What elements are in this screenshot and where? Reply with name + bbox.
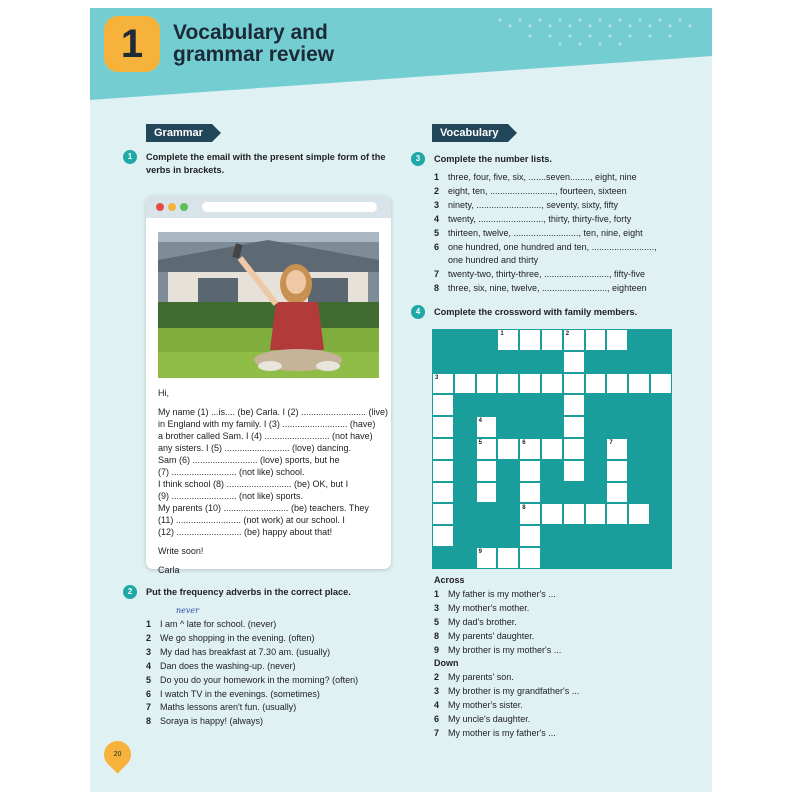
item-text: Dan does the washing-up. (never) (160, 660, 296, 671)
crossword-cell[interactable]: 6 (519, 438, 541, 460)
email-signature: Carla (158, 565, 180, 575)
list-item (434, 254, 694, 268)
item-number: 6 (434, 241, 440, 252)
email-line: (12) .......................... (be) happy about that! (158, 527, 333, 537)
clue-text: My mother is my father's ... (448, 727, 556, 738)
list-item (434, 185, 694, 199)
vocabulary-section-label: Vocabulary (432, 124, 508, 142)
unit-number: 1 (120, 21, 144, 66)
email-body (158, 387, 389, 576)
crossword-clues (434, 574, 579, 741)
email-signoff: Write soon! (158, 546, 204, 556)
exercise-3-number: 3 (411, 152, 425, 166)
crossword-cell[interactable] (541, 373, 563, 395)
item-number: 6 (146, 688, 152, 699)
crossword-cell[interactable] (563, 373, 585, 395)
exercise-1-number: 1 (123, 150, 137, 164)
crossword-cell[interactable] (628, 503, 650, 525)
crossword-cell[interactable] (563, 351, 585, 373)
crossword-cell[interactable] (497, 547, 519, 569)
email-line: My parents (10) .......................... (be) teachers. They (158, 503, 369, 513)
clue-item (434, 699, 579, 713)
crossword-cell[interactable] (563, 503, 585, 525)
close-dot-icon (156, 203, 164, 211)
exercise-4-number: 4 (411, 305, 425, 319)
clue-item (434, 713, 579, 727)
email-line: (7) .......................... (not like) school. (158, 467, 305, 477)
exercise-4-instruction: Complete the crossword with family members. (434, 307, 638, 317)
item-text: eight, ten, .........................., fourteen, sixteen (448, 185, 627, 196)
item-text: one hundred, one hundred and ten, ........................., (448, 241, 657, 252)
item-text: Do you do your homework in the morning? (often) (160, 674, 359, 685)
clue-number: 8 (434, 630, 440, 641)
list-item (146, 660, 396, 674)
clue-text: My dad's brother. (448, 616, 517, 627)
list-item (434, 227, 694, 241)
crossword-cell[interactable]: 2 (563, 329, 585, 351)
crossword-cell[interactable]: 4 (476, 416, 498, 438)
email-window-bar (146, 196, 391, 218)
email-line: (11) .......................... (not work) at our school. I (158, 515, 345, 525)
clue-number: 5 (434, 616, 440, 627)
list-item (146, 646, 396, 660)
crossword-cell[interactable]: 1 (497, 329, 519, 351)
clue-item (434, 644, 579, 658)
clue-number: 3 (434, 686, 440, 697)
clue-text: My brother is my mother's ... (448, 644, 562, 655)
crossword-cell[interactable] (476, 460, 498, 482)
crossword-grid (432, 329, 672, 569)
list-item (434, 268, 694, 282)
list-item (434, 241, 694, 255)
crossword-cell[interactable] (541, 503, 563, 525)
list-item (146, 618, 396, 632)
list-item (146, 688, 396, 702)
handwritten-answer: never (176, 606, 199, 615)
email-line: a brother called Sam. I (4) .......................... (not have) (158, 431, 373, 441)
maximize-dot-icon (180, 203, 188, 211)
item-text: Maths lessons aren't fun. (usually) (160, 702, 297, 713)
crossword-cell[interactable] (432, 460, 454, 482)
crossword-cell[interactable] (432, 438, 454, 460)
clue-text: My mother's sister. (448, 700, 523, 711)
clue-text: My brother is my grandfather's ... (448, 686, 580, 697)
crossword-cell[interactable] (432, 394, 454, 416)
item-number: 5 (434, 227, 440, 238)
workbook-page (90, 8, 712, 792)
girl-selfie-photo (158, 232, 379, 378)
exercise-3-instruction: Complete the number lists. (434, 154, 552, 164)
exercise-1-instruction (146, 151, 396, 177)
clue-text: My father is my mother's ... (448, 588, 556, 599)
clue-number: 9 (434, 644, 440, 655)
page-number-badge (98, 735, 136, 773)
clue-text: My mother's mother. (448, 602, 530, 613)
list-item (434, 199, 694, 213)
address-bar (202, 202, 377, 212)
crossword-cell[interactable] (541, 329, 563, 351)
crossword-cell[interactable] (519, 482, 541, 504)
clue-item (434, 685, 579, 699)
email-window (146, 196, 391, 575)
exercise-1-instruction-line2: verbs in brackets. (146, 165, 225, 175)
unit-title-line2: grammar review (173, 43, 335, 66)
grammar-section-label: Grammar (146, 124, 212, 142)
item-text: ninety, .........................., seventy, sixty, fifty (448, 199, 619, 210)
item-number: 2 (434, 185, 440, 196)
crossword-cell[interactable]: 5 (476, 438, 498, 460)
crossword-cell[interactable]: 9 (476, 547, 498, 569)
crossword-cell[interactable] (519, 329, 541, 351)
clue-text: My parents' son. (448, 672, 514, 683)
item-text: three, six, nine, twelve, .........................., eighteen (448, 283, 647, 294)
crossword-cell[interactable] (519, 547, 541, 569)
clue-item (434, 616, 579, 630)
clue-item (434, 727, 579, 741)
clue-number: 3 (434, 602, 440, 613)
exercise-2-instruction: Put the frequency adverbs in the correct place. (146, 587, 351, 597)
item-number: 8 (434, 283, 440, 294)
email-line: (9) .......................... (not like) sports. (158, 491, 304, 501)
crossword-cell[interactable]: 7 (606, 438, 628, 460)
item-text: We go shopping in the evening. (often) (160, 632, 315, 643)
unit-number-badge (104, 16, 160, 72)
item-text: My dad has breakfast at 7.30 am. (usually) (160, 646, 331, 657)
item-text: I watch TV in the evenings. (sometimes) (160, 688, 320, 699)
crossword-cell[interactable] (432, 503, 454, 525)
item-text: thirteen, twelve, .........................., ten, nine, eight (448, 227, 643, 238)
email-paragraph (158, 406, 389, 538)
page-number: 20 (113, 751, 122, 758)
crossword-cell[interactable] (628, 373, 650, 395)
clue-number: 6 (434, 714, 440, 725)
crossword-cell[interactable] (563, 438, 585, 460)
minimize-dot-icon (168, 203, 176, 211)
clue-text: My uncle's daughter. (448, 714, 531, 725)
crossword-cell[interactable] (606, 482, 628, 504)
item-number: 3 (434, 199, 440, 210)
crossword-cell[interactable] (606, 503, 628, 525)
crossword-cell[interactable] (454, 373, 476, 395)
clue-number: 7 (434, 727, 440, 738)
exercise-2-list (146, 618, 396, 729)
clue-number: 4 (434, 700, 440, 711)
crossword-cell[interactable] (519, 373, 541, 395)
crossword-cell[interactable] (432, 482, 454, 504)
item-number: 4 (146, 660, 152, 671)
email-line: Sam (6) .......................... (love) sports, but he (158, 455, 340, 465)
clue-number: 1 (434, 588, 440, 599)
clue-item (434, 671, 579, 685)
item-number: 7 (146, 702, 152, 713)
crossword-cell[interactable] (541, 438, 563, 460)
item-number: 1 (434, 172, 440, 182)
item-number: 5 (146, 674, 152, 685)
exercise-1-instruction-line1: Complete the email with the present simple form of the (146, 152, 386, 162)
crossword-cell[interactable] (497, 373, 519, 395)
unit-title (173, 22, 433, 66)
email-line: I think school (8) .......................... (be) OK, but I (158, 479, 349, 489)
crossword-cell[interactable] (497, 438, 519, 460)
crossword-cell[interactable] (519, 525, 541, 547)
item-text: twenty-two, thirty-three, .........................., fifty-five (448, 269, 646, 280)
down-heading: Down (434, 658, 459, 669)
item-text: Soraya is happy! (always) (160, 716, 264, 727)
item-number: 2 (146, 632, 152, 643)
clue-item (434, 602, 579, 616)
unit-title-line1: Vocabulary and (173, 21, 328, 44)
item-text: three, four, five, six, .......seven........, eight, nine (448, 172, 637, 182)
email-line: My name (1) ...is.... (be) Carla. I (2) .......................... (live) (158, 407, 389, 417)
item-text: twenty, .........................., thirty, thirty-five, forty (448, 213, 632, 224)
clue-item (434, 630, 579, 644)
list-item (146, 674, 396, 688)
exercise-2-number: 2 (123, 585, 137, 599)
crossword-cell[interactable] (476, 373, 498, 395)
list-item (434, 213, 694, 227)
crossword-cell[interactable] (585, 503, 607, 525)
list-item (434, 171, 694, 185)
clue-number: 2 (434, 672, 440, 683)
email-line: in England with my family. I (3) .......................... (have) (158, 419, 376, 429)
crossword-cell[interactable] (606, 329, 628, 351)
crossword-cell[interactable] (432, 416, 454, 438)
crossword-cell[interactable]: 3 (432, 373, 454, 395)
item-number: 1 (146, 619, 152, 629)
crossword-cell[interactable]: 8 (519, 503, 541, 525)
crossword-cell[interactable] (519, 460, 541, 482)
email-line: any sisters. I (5) .......................... (love) dancing. (158, 443, 352, 453)
crossword-cell[interactable] (476, 482, 498, 504)
list-item (146, 701, 396, 715)
item-text: I am ^ late for school. (never) (160, 619, 277, 629)
clue-text: My parents' daughter. (448, 630, 535, 641)
item-number: 3 (146, 646, 152, 657)
crossword-cell[interactable] (563, 394, 585, 416)
item-number: 7 (434, 269, 440, 280)
item-text: one hundred and thirty (448, 255, 539, 266)
crossword-cell[interactable] (585, 329, 607, 351)
crossword-cell[interactable] (606, 460, 628, 482)
list-item (146, 632, 396, 646)
crossword-cell[interactable] (606, 373, 628, 395)
crossword-cell[interactable] (585, 373, 607, 395)
across-heading: Across (434, 575, 465, 585)
crossword-cell[interactable] (432, 525, 454, 547)
list-item (434, 282, 694, 296)
email-greeting: Hi, (158, 388, 169, 398)
crossword-cell[interactable] (650, 373, 672, 395)
crossword-cell[interactable] (563, 460, 585, 482)
crossword-cell[interactable] (563, 416, 585, 438)
item-number: 4 (434, 213, 440, 224)
list-item (146, 715, 396, 729)
item-number: 8 (146, 716, 152, 727)
clue-item (434, 588, 579, 602)
item-number (434, 254, 448, 268)
exercise-3-list (434, 171, 694, 296)
